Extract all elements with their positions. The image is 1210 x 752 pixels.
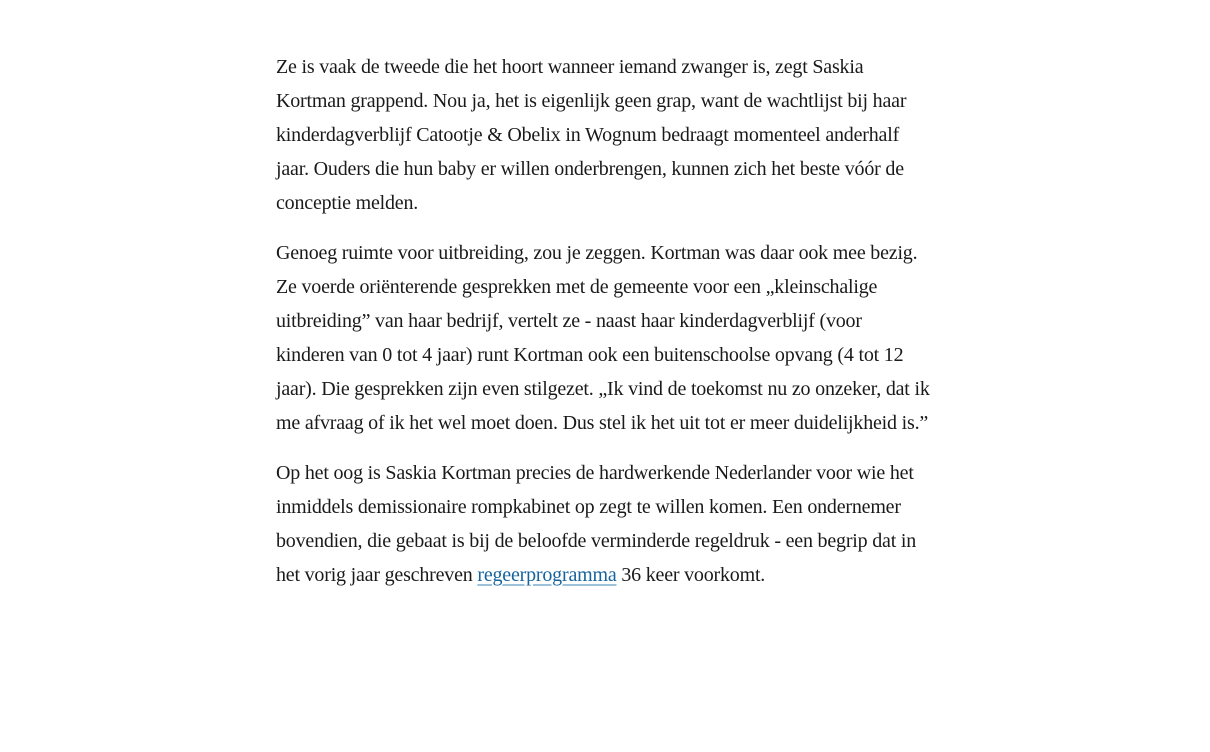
paragraph-text-after-link: 36 keer voorkomt.	[616, 564, 766, 586]
paragraph: Ze is vaak de tweede die het hoort wanneer iemand zwanger is, zegt Saskia Kortman grappend. Nou ja, het is eigenlijk geen grap, want de wachtlijst bij haar kinderdagverblijf Catootje & Obelix in Wognum bedraagt momenteel anderhalf jaar. Ouders die hun baby er willen onderbrengen, kunnen zich het beste vóór de conceptie melden.	[276, 56, 907, 214]
regeerprogramma-link[interactable]: regeerprogramma	[477, 564, 617, 586]
article-text-column	[276, 50, 931, 592]
paragraph	[276, 456, 931, 592]
paragraph: Genoeg ruimte voor uitbreiding, zou je zeggen. Kortman was daar ook mee bezig. Ze voerde oriënterende gesprekken met de gemeente voor een „kleinschalige uitbreiding” van haar bedrijf, vertelt ze - naast haar kinderdagverblijf (voor kinderen van 0 tot 4 jaar) runt Kortman ook een buitenschoolse opvang (4 tot 12 jaar). Die gesprekken zijn even stilgezet. „Ik vind de toekomst nu zo onzeker, dat ik me afvraag of ik het wel moet doen. Dus stel ik het uit tot er meer duidelijkheid is.”	[276, 242, 930, 434]
paragraph-text-before-link: Op het oog is Saskia Kortman precies de hardwerkende Nederlander voor wie het inmiddels demissionaire rompkabinet op zegt te willen komen. Een ondernemer bovendien, die gebaat is bij de beloofde verminderde regeldruk - een begrip dat in het vorig jaar geschreven	[276, 462, 917, 586]
